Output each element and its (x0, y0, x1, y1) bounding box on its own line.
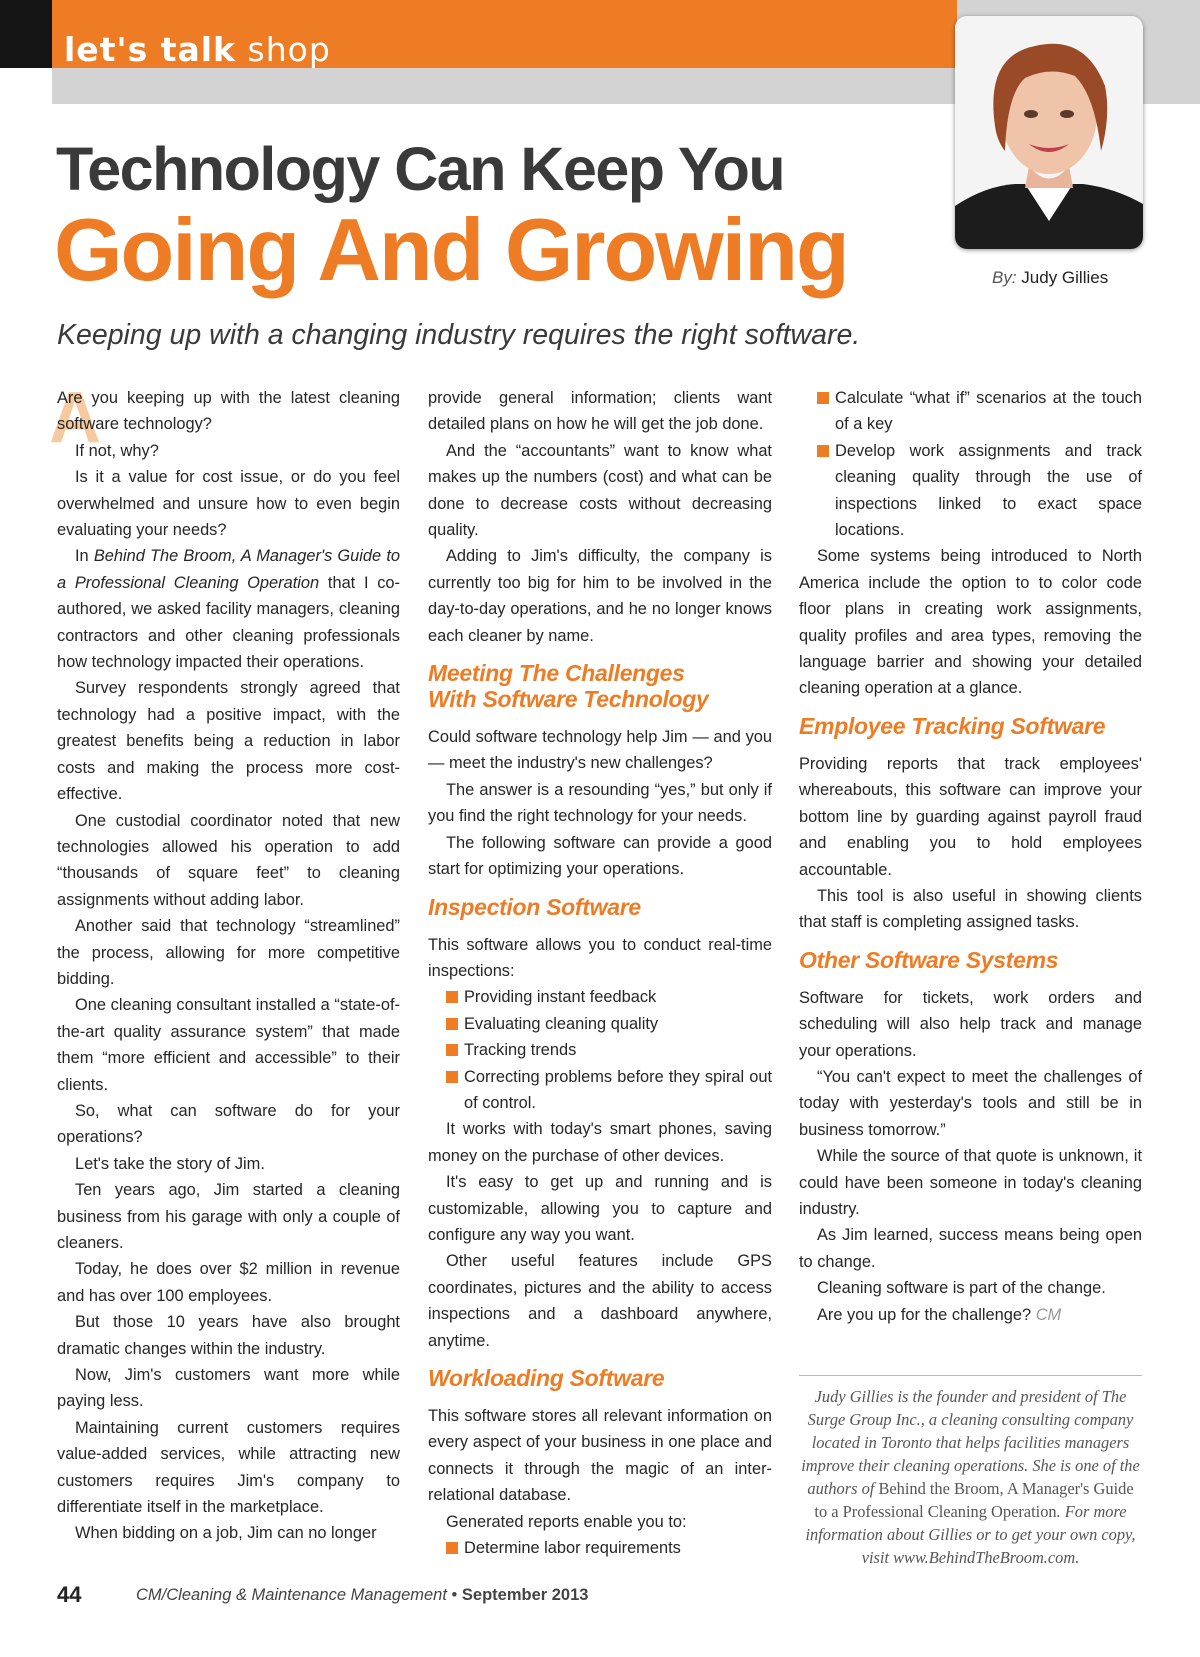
list-item: Evaluating cleaning quality (428, 1011, 772, 1037)
page-number: 44 (57, 1582, 82, 1607)
list-item: Develop work assignments and track cleaning quality through the use of inspections linked to exact space locations. (799, 438, 1142, 544)
author-photo (955, 16, 1143, 249)
paragraph: This software stores all relevant information on every aspect of your business in one place and connects it through the magic of an inter-relational database. (428, 1407, 772, 1505)
paragraph: But those 10 years have also brought dramatic changes within the industry. (57, 1313, 400, 1358)
paragraph: While the source of that quote is unknown, it could have been someone in today's cleaning industry. (799, 1147, 1142, 1218)
list-item: Providing instant feedback (428, 984, 772, 1010)
paragraph: When bidding on a job, Jim can no longer (75, 1524, 377, 1543)
paragraph: Let's take the story of Jim. (75, 1154, 265, 1173)
paragraph: And the “accountants” want to know what makes up the numbers (cost) and what can be done to decrease costs without decreasing quality. (428, 441, 772, 540)
paragraph: Cleaning software is part of the change. (817, 1279, 1106, 1298)
section-title (64, 32, 331, 68)
subhead-other-software: Other Software Systems (799, 946, 1059, 973)
paragraph: So, what can software do for your operations? (57, 1101, 400, 1147)
paragraph: It works with today's smart phones, saving money on the purchase of other devices. (428, 1120, 772, 1165)
column-1 (49, 378, 401, 1547)
paragraph: Generated reports enable you to: (446, 1512, 687, 1531)
end-mark: CM (1035, 1305, 1062, 1324)
column-3 (799, 385, 1142, 1328)
square-bullet-icon (817, 392, 829, 404)
magazine-name: CM/Cleaning & Maintenance Management (136, 1586, 447, 1604)
subhead-workloading-software: Workloading Software (428, 1365, 665, 1391)
section-title-bold: let's talk (64, 30, 237, 69)
book-title: Behind The Broom, A Manager's Guide to a Professional Cleaning Operation (57, 547, 400, 592)
paragraph: Ten years ago, Jim started a cleaning business from his garage with only a couple of cleaners. (57, 1181, 400, 1252)
paragraph: Today, he does over $2 million in revenue and has over 100 employees. (57, 1260, 400, 1305)
paragraph: Another said that technology “streamlined” the process, allowing for more competitive bidding. (57, 917, 400, 988)
header-black-block (0, 0, 52, 68)
list-item: Correcting problems before they spiral out of control. (428, 1064, 772, 1117)
paragraph: Maintaining current customers requires value-added services, while attracting new customers requires Jim's company to differentiate itself in the marketplace. (57, 1418, 400, 1517)
deck-subtitle: Keeping up with a changing industry requires the right software. (57, 319, 861, 351)
footer-folio (136, 1586, 588, 1605)
paragraph: Other useful features include GPS coordinates, pictures and the ability to access inspections and a dashboard anywhere, anytime. (428, 1252, 772, 1350)
byline (992, 268, 1108, 288)
bullet-list (428, 984, 772, 1116)
paragraph: Could software technology help Jim — and you — meet the industry's new challenges? (428, 728, 772, 773)
footer-separator: • (451, 1586, 458, 1604)
bullet-list (428, 1535, 772, 1561)
paragraph: Is it a value for cost issue, or do you feel overwhelmed and unsure how to even begin evaluating your needs? (57, 468, 400, 540)
headline-line-1: Technology Can Keep You (56, 135, 785, 203)
square-bullet-icon (446, 1071, 458, 1083)
author-bio: Judy Gillies is the founder and president of The Surge Group Inc., a cleaning consulting company located in Toronto that helps facilities managers improve their cleaning operations. She is one of the authors of Behind the Broom, A Manager's Guide to a Professional Cleaning Operation. For more information about Gillies or to get your own copy, visit www.BehindTheBroom.com. (801, 1387, 1140, 1567)
list-item: Tracking trends (428, 1037, 772, 1063)
headline-line-2: Going And Growing (54, 200, 848, 299)
paragraph: Software for tickets, work orders and scheduling will also help track and manage your operations. (799, 988, 1142, 1060)
subhead-inspection-software: Inspection Software (428, 893, 641, 920)
square-bullet-icon (446, 1542, 458, 1554)
paragraph: One cleaning consultant installed a “state-of-the-art quality assurance system” that made them “more efficient and accessible” to their clients. (57, 996, 400, 1094)
paragraph: Survey respondents strongly agreed that technology had a positive impact, with the greatest benefits being a reduction in labor costs and making the process more cost-effective. (57, 679, 400, 804)
byline-prefix: By: (992, 268, 1017, 287)
square-bullet-icon (817, 445, 829, 457)
paragraph: This tool is also useful in showing clients that staff is completing assigned tasks. (799, 886, 1142, 932)
drop-cap: A (49, 378, 101, 458)
issue-date: September 2013 (461, 1586, 589, 1604)
paragraph: It's easy to get up and running and is customizable, allowing you to capture and configure any way you want. (428, 1173, 772, 1244)
paragraph: Are you up for the challenge? CM (817, 1305, 1062, 1324)
paragraph: A Are you keeping up with the latest cleaning software technology? (49, 378, 400, 458)
bullet-list (799, 385, 1142, 543)
paragraph: This software allows you to conduct real-time inspections: (428, 935, 772, 980)
paragraph: One custodial coordinator noted that new technologies allowed his operation to add “thousands of square feet” to cleaning assignments without adding labor. (57, 811, 400, 909)
paragraph: The answer is a resounding “yes,” but only if you find the right technology for your needs. (428, 780, 772, 826)
paragraph: Adding to Jim's difficulty, the company is currently too big for him to be involved in the day-to-day operations, and he no longer knows each cleaner by name. (428, 547, 772, 645)
byline-author: Judy Gillies (1021, 268, 1109, 287)
paragraph: provide general information; clients want detailed plans on how he will get the job done. (428, 389, 772, 434)
subhead-employee-tracking: Employee Tracking Software (799, 712, 1106, 739)
paragraph: As Jim learned, success means being open to change. (799, 1226, 1142, 1271)
square-bullet-icon (446, 1044, 458, 1056)
paragraph: Some systems being introduced to North America include the option to to color code floor plans in creating work assignments, quality profiles and area types, removing the language barrier and showing your detailed cleaning operation at a glance. (799, 547, 1142, 698)
square-bullet-icon (446, 1018, 458, 1030)
list-item: Determine labor requirements (428, 1535, 772, 1561)
square-bullet-icon (446, 991, 458, 1003)
paragraph: In Behind The Broom, A Manager's Guide to a Professional Cleaning Operation that I co-authored, we asked facility managers, cleaning contractors and other cleaning professionals how technology impacted their operations. (57, 547, 401, 672)
paragraph: If not, why? (75, 441, 159, 460)
section-title-light: shop (247, 30, 331, 69)
bio-divider (799, 1375, 1142, 1376)
paragraph: The following software can provide a good start for optimizing your operations. (428, 833, 772, 879)
paragraph: Providing reports that track employees' whereabouts, this software can improve your bottom line by guarding against payroll fraud and enabling you to hold employees accountable. (799, 754, 1142, 879)
subhead-meeting-challenges: Meeting The Challenges With Software Technology (428, 660, 709, 713)
paragraph: “You can't expect to meet the challenges of today with yesterday's tools and still be in business tomorrow.” (799, 1067, 1142, 1139)
bio-book-title: Behind the Broom, A Manager's Guide to a Professional Cleaning Operation (814, 1479, 1134, 1521)
list-item: Calculate “what if” scenarios at the touch of a key (799, 385, 1142, 438)
author-portrait-image (955, 16, 1143, 249)
paragraph: Now, Jim's customers want more while paying less. (57, 1366, 400, 1411)
column-2 (428, 385, 772, 1561)
